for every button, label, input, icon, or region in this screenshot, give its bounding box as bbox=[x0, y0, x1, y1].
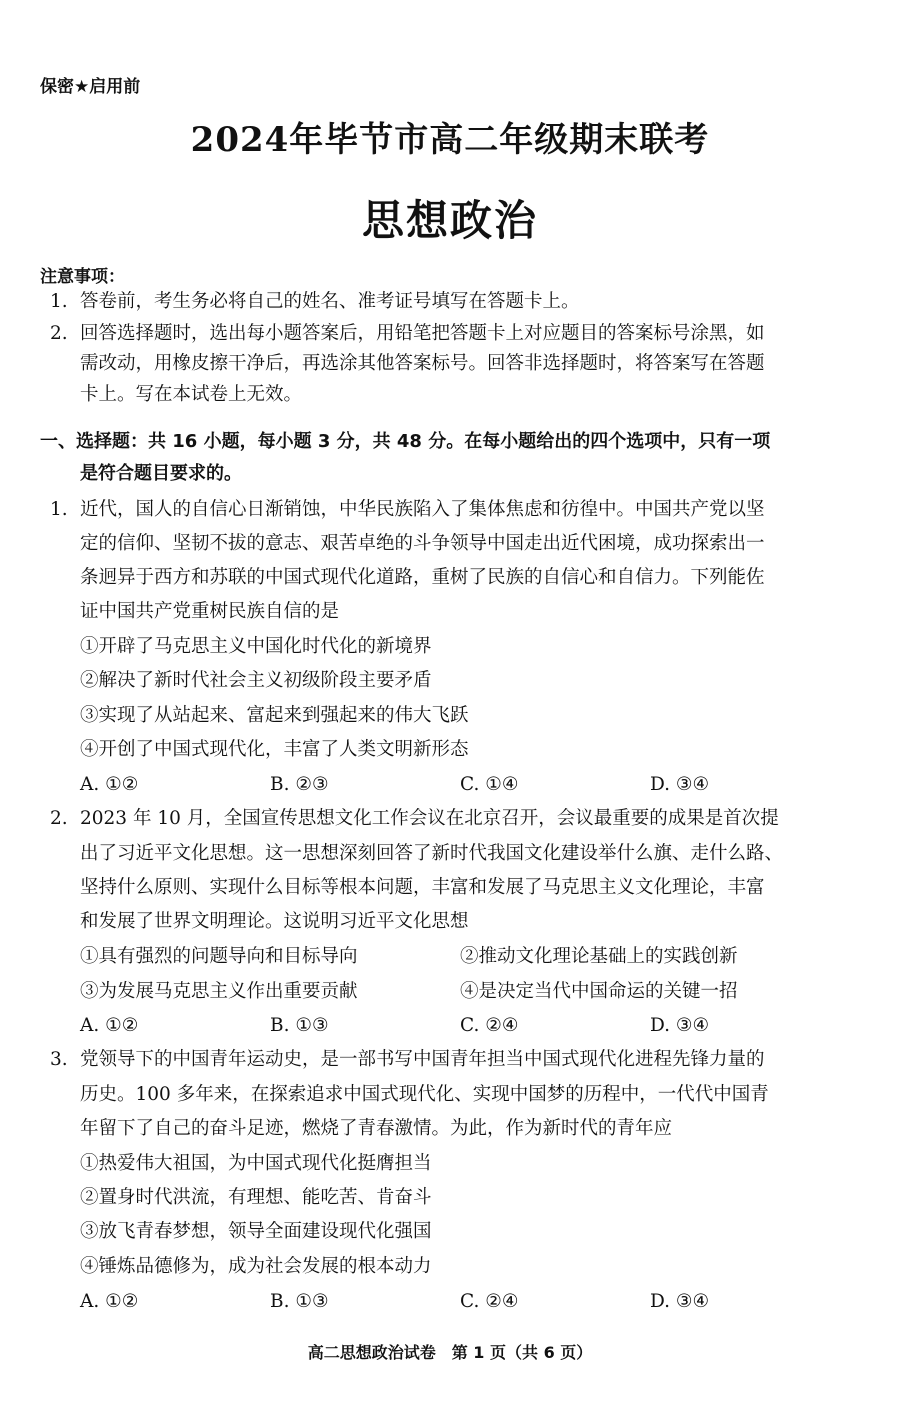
question-1-stem-line-1: 近代，国人的自信心日渐销蚀，中华民族陷入了集体焦虑和彷徨中。中国共产党以坚 bbox=[80, 499, 765, 520]
question-3-statement-3: ③放飞青春梦想，领导全面建设现代化强国 bbox=[80, 1221, 432, 1242]
question-1-stem-line-4: 证中国共产党重树民族自信的是 bbox=[80, 601, 340, 622]
question-3-option-d[interactable]: D. ③④ bbox=[650, 1291, 710, 1312]
question-3-stem-line-3: 年留下了自己的奋斗足迹，燃烧了青春激情。为此，作为新时代的青年应 bbox=[80, 1118, 673, 1139]
question-3-statement-1: ①热爱伟大祖国，为中国式现代化挺膺担当 bbox=[80, 1153, 432, 1174]
question-1-option-d[interactable]: D. ③④ bbox=[650, 774, 710, 795]
note-2-line-2: 需改动，用橡皮擦干净后，再选涂其他答案标号。回答非选择题时，将答案写在答题 bbox=[80, 353, 765, 374]
subject-title: 思想政治 bbox=[361, 196, 538, 245]
question-1-statement-1: ①开辟了马克思主义中国化时代化的新境界 bbox=[80, 636, 432, 657]
note-2-line-3: 卡上。写在本试卷上无效。 bbox=[80, 384, 303, 405]
question-3-option-a[interactable]: A. ①② bbox=[80, 1291, 139, 1312]
notes-heading: 注意事项： bbox=[40, 267, 125, 287]
question-2-statement-3: ③为发展马克思主义作出重要贡献 bbox=[80, 981, 358, 1002]
note-1-number: 1. bbox=[50, 291, 68, 312]
question-1-option-c[interactable]: C. ①④ bbox=[460, 774, 519, 795]
section-1-heading-line-1: 一、选择题：共 16 小题，每小题 3 分，共 48 分。在每小题给出的四个选项中，只有一项 bbox=[40, 431, 771, 452]
question-3-stem-line-2: 历史。100 多年来，在探索追求中国式现代化、实现中国梦的历程中，一代代中国青 bbox=[80, 1084, 769, 1105]
question-1-stem-line-3: 条迥异于西方和苏联的中国式现代化道路，重树了民族的自信心和自信力。下列能佐 bbox=[80, 567, 765, 588]
question-2-stem-line-2: 出了习近平文化思想。这一思想深刻回答了新时代我国文化建设举什么旗、走什么路、 bbox=[80, 843, 784, 864]
question-1-statement-2: ②解决了新时代社会主义初级阶段主要矛盾 bbox=[80, 670, 432, 691]
page-footer: 高二思想政治试卷 第 1 页（共 6 页） bbox=[307, 1343, 593, 1362]
question-3-statement-2: ②置身时代洪流，有理想、能吃苦、肯奋斗 bbox=[80, 1187, 432, 1208]
section-1-heading-line-2: 是符合题目要求的。 bbox=[80, 463, 242, 484]
question-2-number: 2. bbox=[50, 808, 68, 829]
confidential-mark: 保密★启用前 bbox=[40, 77, 141, 97]
question-3-statement-4: ④锤炼品德修为，成为社会发展的根本动力 bbox=[80, 1256, 432, 1277]
question-2-statement-2: ②推动文化理论基础上的实践创新 bbox=[460, 946, 738, 967]
note-2-number: 2. bbox=[50, 323, 68, 344]
question-3-option-c[interactable]: C. ②④ bbox=[460, 1291, 519, 1312]
note-1-text: 答卷前，考生务必将自己的姓名、准考证号填写在答题卡上。 bbox=[80, 291, 580, 312]
question-2-statement-4: ④是决定当代中国命运的关键一招 bbox=[460, 981, 738, 1002]
question-2-option-a[interactable]: A. ①② bbox=[80, 1015, 139, 1036]
exam-title: 2024年毕节市高二年级期末联考 bbox=[190, 120, 710, 160]
question-1-statement-4: ④开创了中国式现代化，丰富了人类文明新形态 bbox=[80, 739, 469, 760]
question-2-statement-1: ①具有强烈的问题导向和目标导向 bbox=[80, 946, 358, 967]
question-3-number: 3. bbox=[50, 1049, 68, 1070]
question-2-option-b[interactable]: B. ①③ bbox=[270, 1015, 329, 1036]
question-1-option-b[interactable]: B. ②③ bbox=[270, 774, 329, 795]
question-2-option-c[interactable]: C. ②④ bbox=[460, 1015, 519, 1036]
note-2-line-1: 回答选择题时，选出每小题答案后，用铅笔把答题卡上对应题目的答案标号涂黑，如 bbox=[80, 323, 765, 344]
question-1-stem-line-2: 定的信仰、坚韧不拔的意志、艰苦卓绝的斗争领导中国走出近代困境，成功探索出一 bbox=[80, 533, 765, 554]
question-2-stem-line-4: 和发展了世界文明理论。这说明习近平文化思想 bbox=[80, 911, 469, 932]
question-3-option-b[interactable]: B. ①③ bbox=[270, 1291, 329, 1312]
question-2-stem-line-1: 2023 年 10 月，全国宣传思想文化工作会议在北京召开，会议最重要的成果是首次提 bbox=[80, 808, 779, 829]
question-2-option-d[interactable]: D. ③④ bbox=[650, 1015, 710, 1036]
question-1-statement-3: ③实现了从站起来、富起来到强起来的伟大飞跃 bbox=[80, 705, 469, 726]
question-1-number: 1. bbox=[50, 499, 68, 520]
question-3-stem-line-1: 党领导下的中国青年运动史，是一部书写中国青年担当中国式现代化进程先锋力量的 bbox=[80, 1049, 765, 1070]
question-2-stem-line-3: 坚持什么原则、实现什么目标等根本问题，丰富和发展了马克思主义文化理论，丰富 bbox=[80, 877, 765, 898]
question-1-option-a[interactable]: A. ①② bbox=[80, 774, 139, 795]
